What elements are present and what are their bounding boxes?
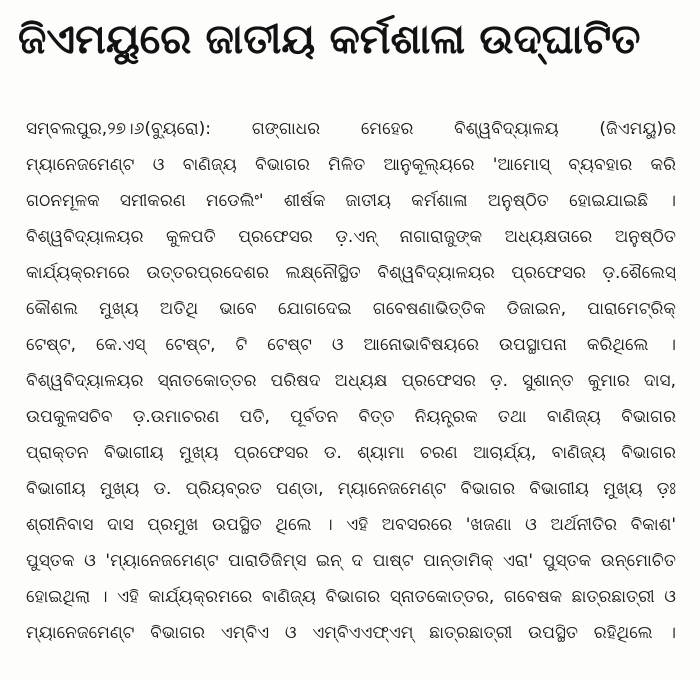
article-line: ପ୍ରାକ୍ତନ ବିଭାଗୀୟ ମୁଖ୍ୟ ପ୍ରଫେସର ଡ. ଶ୍ୟାମା ଚରଣ ଆଚାର୍ଯ୍ୟ, ବାଣିଜ୍ୟ ବିଭାଗର [26, 443, 676, 463]
article-line: ସମ୍ବଲପୁର,୨୭।୬(ବ୍ୟୁରୋ): ଗଙ୍ଗାଧର ମେହେର ବିଶ୍ୱବିଦ୍ୟାଳୟ (ଜିଏମୟୁ)ର [26, 119, 676, 139]
article-line: ବିଶ୍ୱବିଦ୍ୟାଳୟର କୁଳପତି ପ୍ରଫେସର ଡ଼.ଏନ୍ ନାଗାରାଜୁଙ୍କ ଅଧ୍ୟକ୍ଷତାରେ ଅନୁଷ୍ଠିତ [26, 227, 676, 247]
article-line: ପୁସ୍ତକ ଓ 'ମ୍ୟାନେଜମେଣ୍ଟ ପାରାଡିଜିମ୍‌ସ ଇନ୍ ଦ ପାଷ୍ଟ ପାନ୍‌ଡାମିକ୍ ଏରା' ପୁସ୍ତକ ଉନ୍ମୋଚିତ [26, 551, 676, 571]
article-line: କାର୍ଯ୍ୟକ୍ରମରେ ଉତ୍ତରପ୍ରଦେଶର ଲକ୍ଷ୍ନୌସ୍ଥିତ ବିଶ୍ୱବିଦ୍ୟାଳୟର ପ୍ରଫେସର ଡ଼.ଶୈଲେସ୍ [26, 263, 676, 283]
article-line: ଉପକୁଳସଚିବ ଡ଼.ଉମାଚରଣ ପତି, ପୂର୍ବତନ ବିତ୍ତ ନିୟନ୍ତ୍ରକ ତଥା ବାଣିଜ୍ୟ ବିଭାଗର [26, 407, 676, 427]
article-line: ହୋଇଥିଲା । ଏହି କାର୍ଯ୍ୟକ୍ରମରେ ବାଣିଜ୍ୟ ବିଭାଗର ସ୍ନାତକୋତ୍ତର, ଗବେଷକ ଛାତ୍ରଛାତ୍ରୀ ଓ [26, 587, 676, 607]
article-line: ମ୍ୟାନେଜମେଣ୍ଟ ବିଭାଗର ଏମ୍‌ବିଏ ଓ ଏମ୍‌ବିଏଏଫ୍‌ଏମ୍ ଛାତ୍ରଛାତ୍ରୀ ଉପସ୍ଥିତ ରହିଥିଲେ । [26, 623, 676, 643]
article-line: ଗଠନମୂଳକ ସମୀକରଣ ମଡେଲିଂ' ଶୀର୍ଷକ ଜାତୀୟ କର୍ମଶାଳା ଅନୁଷ୍ଠିତ ହୋଇଯାଇଛି । [26, 191, 676, 211]
article-line: ଟେଷ୍ଟ, କେ.ଏସ୍ ଟେଷ୍ଟ, ଟି ଟେଷ୍ଟ ଓ ଆନୋଭାବିଷୟରେ ଉପସ୍ଥାପନା କରିଥିଲେ । [26, 335, 676, 355]
article-line: ମ୍ୟାନେଜମେଣ୍ଟ ଓ ବାଣିଜ୍ୟ ବିଭାଗର ମିଳିତ ଆନୁକୂଲ୍ୟରେ 'ଆମୋସ୍ ବ୍ୟବହାର କରି [26, 155, 676, 175]
article-line: କୌଶଲ ମୁଖ୍ୟ ଅତିଥି ଭାବେ ଯୋଗଦେଇ ଗବେଷଣାଭିତ୍ତିକ ଡିଜାଇନ, ପାରାମେଟ୍ରିକ୍ [26, 299, 676, 319]
article-line: ଶ୍ରୀନିବାସ ଦାସ ପ୍ରମୁଖ ଉପସ୍ଥିତ ଥିଲେ । ଏହି ଅବସରରେ 'ଖଜଣା ଓ ଅର୍ଥନୀତିର ବିକାଶ' [26, 515, 676, 535]
article-line: ବିଶ୍ୱବିଦ୍ୟାଳୟର ସ୍ନାତକୋତ୍ତର ପରିଷଦ ଅଧ୍ୟକ୍ଷ ପ୍ରଫେସର ଡ଼. ସୁଶାନ୍ତ କୁମାର ଦାସ, [26, 371, 676, 391]
article-line: ବିଭାଗୀୟ ମୁଖ୍ୟ ଡ. ପ୍ରିୟବ୍ରତ ପଣ୍ଡା, ମ୍ୟାନେଜମେଣ୍ଟ ବିଭାଗର ବିଭାଗୀୟ ମୁଖ୍ୟ ଡ଼ଃ [26, 479, 676, 499]
article-body [26, 111, 676, 651]
article-headline: ଜିଏମୟୁରେ ଜାତୀୟ କର୍ମଶାଳା ଉଦ୍‌ଘାଟିତ [18, 15, 641, 63]
